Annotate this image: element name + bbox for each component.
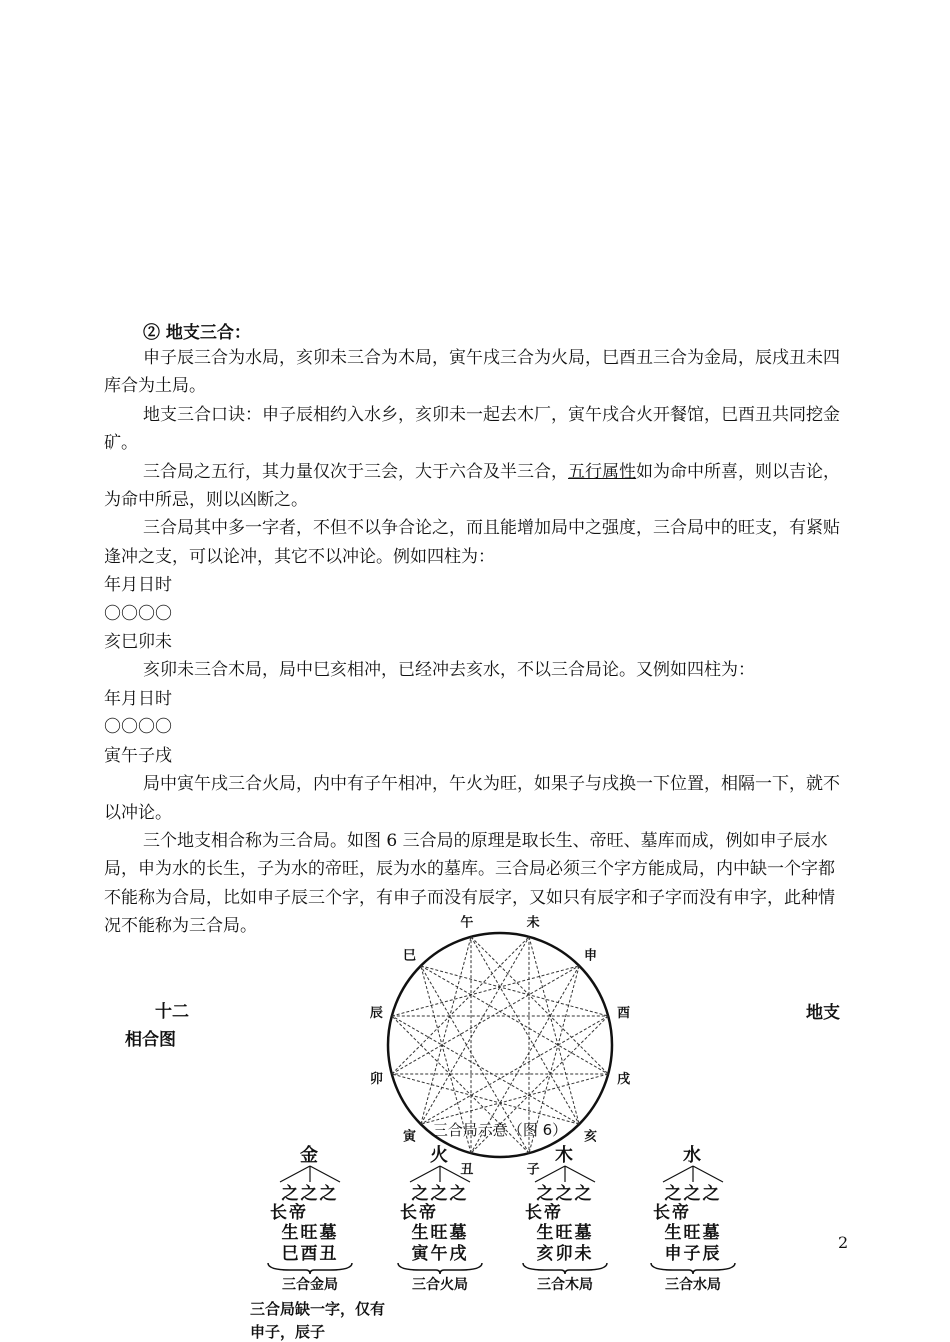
example-line: 〇〇〇〇 xyxy=(104,717,172,738)
group-name: 三合木局 xyxy=(537,1277,593,1293)
paragraph xyxy=(104,458,850,515)
figure-caption: 三合局示意（图 6） xyxy=(432,1121,568,1139)
example-line: 〇〇〇〇 xyxy=(104,603,172,624)
paragraph: 三个地支相合称为三合局。如图 6 三合局的原理是取长生、帝旺、墓库而成，例如申子辰水局，申为水的长生，子为水的帝旺，辰为水的墓库。三合局必须三个字方能成局，内中缺一个字都不能称为合局，比如申子辰三个字，有申子而没有辰字，又如只有辰字和子字而没有申字，此种情况不能称为三合局。 xyxy=(104,830,835,937)
group-row: 生旺墓 xyxy=(664,1223,722,1243)
element-label: 水 xyxy=(683,1145,703,1166)
branch-label: 丑 xyxy=(460,1162,474,1178)
paragraph: 三合局其中多一字者，不但不以争合论之，而且能增加局中之强度，三合局中的旺支，有紧贴逢冲之支，可以论冲，其它不以冲论。例如四柱为： xyxy=(104,518,840,567)
branch-label: 巳 xyxy=(402,948,416,964)
branch-label: 亥 xyxy=(584,1129,598,1145)
example-line: 年月日时 xyxy=(104,688,172,709)
element-label: 木 xyxy=(555,1145,575,1166)
section-heading: ② 地支三合： xyxy=(143,323,251,343)
branch-label: 酉 xyxy=(617,1005,631,1021)
paragraph: 地支三合口诀：申子辰相约入水乡，亥卯未一起去木厂，寅午戌合火开餐馆，巳酉丑共同挖金矿。 xyxy=(104,404,840,454)
star-line xyxy=(421,937,529,1124)
branch-connector xyxy=(280,1166,310,1182)
brace xyxy=(398,1263,482,1274)
branch-label: 午 xyxy=(460,915,474,931)
example-line: 寅午子戌 xyxy=(104,745,172,766)
group-row: 生旺墓 xyxy=(281,1223,339,1243)
element-groups xyxy=(268,1144,735,1293)
brace xyxy=(268,1263,352,1274)
group-row: 生旺墓 xyxy=(411,1223,469,1243)
star-line xyxy=(421,966,608,1016)
group-name: 三合水局 xyxy=(665,1277,721,1293)
example-line: 亥巳卯未 xyxy=(104,632,172,653)
body-text xyxy=(104,344,850,941)
brace xyxy=(523,1263,607,1274)
figure-label-part: 十二 xyxy=(155,1002,189,1022)
group-row: 长帝 xyxy=(400,1203,438,1223)
branch-label: 辰 xyxy=(369,1005,383,1021)
figure-label-left xyxy=(125,998,189,1054)
group-row: 长帝 xyxy=(653,1203,691,1223)
brace xyxy=(651,1263,735,1274)
five-elements-link[interactable]: 五行属性 xyxy=(568,461,636,482)
branch-connector xyxy=(310,1166,340,1182)
page-number: 2 xyxy=(838,1233,849,1252)
star-line xyxy=(392,1074,579,1124)
star-line xyxy=(392,966,579,1016)
figure-note-line: 申子，辰子 xyxy=(250,1323,326,1341)
group-row: 之之之 xyxy=(536,1184,594,1204)
star-line xyxy=(392,1016,579,1124)
group-row: 长帝 xyxy=(525,1203,563,1223)
branch-label: 卯 xyxy=(369,1072,383,1088)
group-row: 之之之 xyxy=(281,1184,339,1204)
branch-connector xyxy=(693,1166,723,1182)
example-line: 年月日时 xyxy=(104,575,172,596)
paragraph: 亥卯未三合木局，局中巳亥相冲，已经冲去亥水，不以三合局论。又例如四柱为： xyxy=(143,660,755,681)
branch-connector xyxy=(565,1166,595,1182)
group-row: 之之之 xyxy=(664,1184,722,1204)
branch-label: 申 xyxy=(584,948,598,964)
star-line xyxy=(529,937,579,1124)
group-row: 巳酉丑 xyxy=(281,1244,339,1264)
text-span: 如为命中所喜，则以吉论，为命中所忌，则以凶断之。 xyxy=(104,461,840,511)
branch-label: 戌 xyxy=(617,1072,631,1088)
three-combination-figure xyxy=(245,915,745,1342)
group-row: 之之之 xyxy=(411,1184,469,1204)
group-name: 三合火局 xyxy=(412,1277,468,1293)
text-span: 三合局之五行，其力量仅次于三会，大于六合及半三合， xyxy=(143,461,568,482)
figure-label-right: 地支 xyxy=(806,1003,840,1023)
element-label: 火 xyxy=(430,1145,450,1166)
branch-connector xyxy=(663,1166,693,1182)
group-row: 长帝 xyxy=(270,1203,308,1223)
group-name: 三合金局 xyxy=(282,1277,338,1293)
paragraph: 申子辰三合为水局，亥卯未三合为木局，寅午戌三合为火局，巳酉丑三合为金局，辰戌丑未四库合为土局。 xyxy=(104,348,840,397)
star-line xyxy=(421,1074,608,1124)
group-row: 生旺墓 xyxy=(536,1223,594,1243)
group-row: 亥卯未 xyxy=(536,1244,594,1264)
paragraph: 局中寅午戌三合火局，内中有子午相冲，午火为旺，如果子与戌换一下位置，相隔一下，就不以冲论。 xyxy=(104,774,840,823)
branch-label: 子 xyxy=(526,1162,540,1178)
figure-note-line: 三合局缺一字，仅有 xyxy=(250,1300,386,1318)
branch-connector xyxy=(410,1166,440,1182)
star-line xyxy=(421,966,608,1074)
branch-label: 寅 xyxy=(402,1129,416,1145)
star-line xyxy=(421,937,471,1124)
element-label: 金 xyxy=(300,1145,320,1166)
group-row: 申子辰 xyxy=(664,1244,722,1264)
group-row: 寅午戌 xyxy=(411,1244,469,1264)
branch-label: 未 xyxy=(526,915,540,931)
figure-label-part: 相合图 xyxy=(125,1030,176,1050)
